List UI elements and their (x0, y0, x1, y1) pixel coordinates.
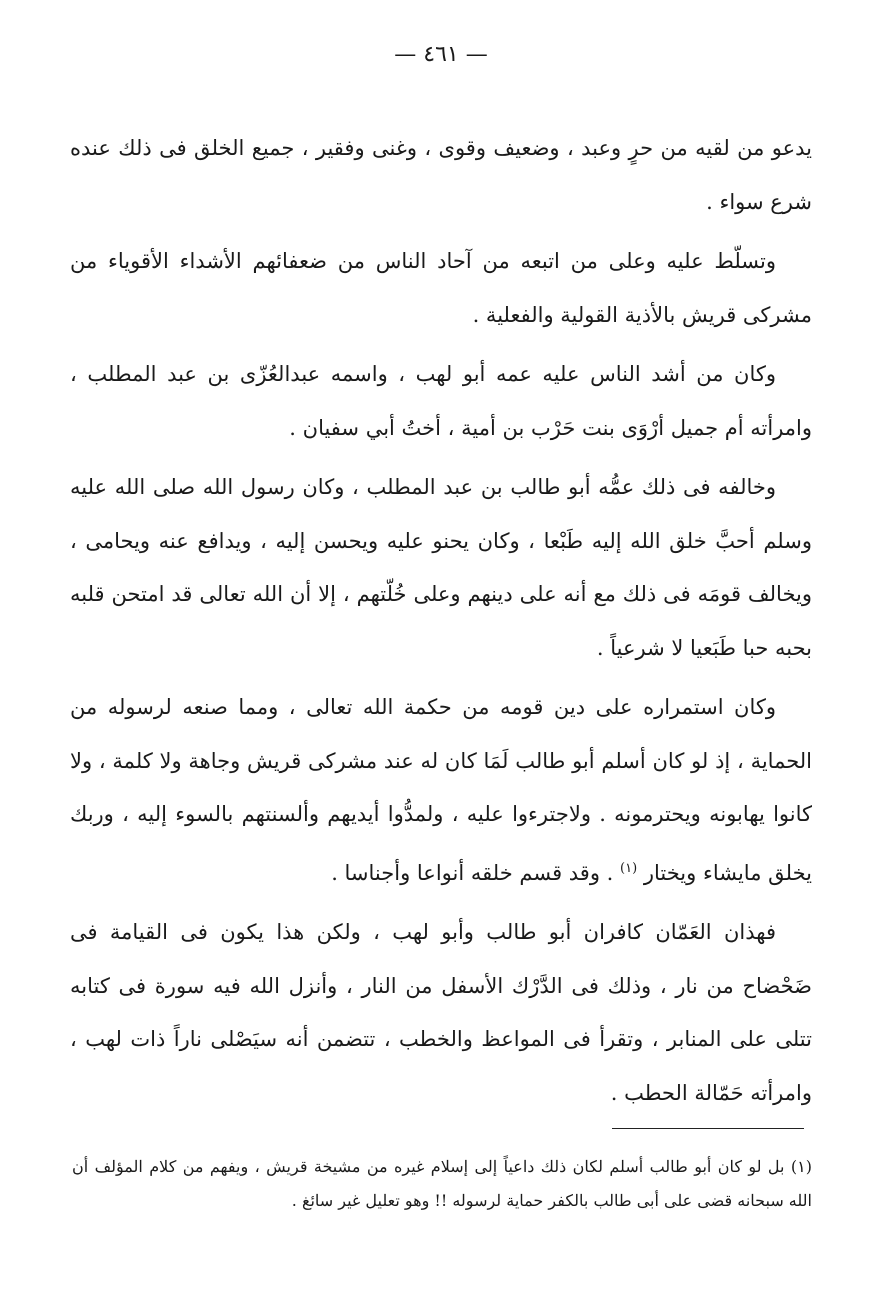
footnote: (١) بل لو كان أبو طالب أسلم لكان ذلك داعياً إلى إسلام غيره من مشيخة قريش ، ويفهم من كلام المؤلف أن الله سبحانه قضى على أبى طالب بالكفر حماية لرسوله !! وهو تعليل غير سائغ . (72, 1157, 812, 1210)
paragraph-4: وخالفه فى ذلك عمُّه أبو طالب بن عبد المطلب ، وكان رسول الله صلى الله عليه وسلم أحبَّ خلق الله إليه طَبْعا ، وكان يحنو عليه ويحسن إليه ، ويدافع عنه ويحامى ، ويخالف قومَه فى ذلك مع أنه على دينهم وعلى خُلّتهم ، إلا أن الله تعالى قد امتحن قلبه بحبه حبا طَبَعيا لا شرعياً . (70, 475, 812, 660)
paragraph-5-tail: . وقد قسم خلقه أنواعا وأجناسا . (331, 860, 614, 885)
paragraph-1: يدعو من لقيه من حرٍ وعبد ، وضعيف وقوى ، وغنى وفقير ، جميع الخلق فى ذلك عنده شرع سواء . (70, 136, 812, 214)
footnote-divider (612, 1128, 804, 1129)
paragraph-6: فهذان العَمّان كافران أبو طالب وأبو لهب ، ولكن هذا يكون فى القيامة فى ضَحْضاح من نار ، وذلك فى الدَّرْك الأسفل من النار ، وأنزل الله فيه سورة فى كتابه تتلى على المنابر ، وتقرأ فى المواعظ والخطب ، تتضمن أنه سيَصْلى ناراً ذات لهب ، وامرأته حَمّالة الحطب . (70, 920, 812, 1105)
paragraph-5 (70, 681, 812, 900)
paragraph-2: وتسلّط عليه وعلى من اتبعه من آحاد الناس من ضعفائهم الأشداء الأقوياء من مشركى قريش بالأذية القولية والفعلية . (70, 249, 812, 327)
footnote-reference[interactable]: (١) (620, 860, 638, 876)
paragraph-3: وكان من أشد الناس عليه عمه أبو لهب ، واسمه عبدالعُزّى بن عبد المطلب ، وامرأته أم جميل أرْوَى بنت حَرْب بن أمية ، أختُ أبي سفيان . (70, 362, 812, 440)
paragraph-5-text: وكان استمراره على دين قومه من حكمة الله تعالى ، ومما صنعه لرسوله من الحماية ، إذ لو كان أسلم أبو طالب لَمَا كان له عند مشركى قريش وجاهة ولا كلمة ، ولا كانوا يهابونه ويحترمونه . ولاجترءوا عليه ، ولمدُّوا أيديهم وألسنتهم بالسوء إليه ، وربك يخلق مايشاء ويختار (70, 695, 812, 885)
page-number: — ٤٦١ — (394, 42, 488, 67)
main-text (70, 122, 812, 1126)
